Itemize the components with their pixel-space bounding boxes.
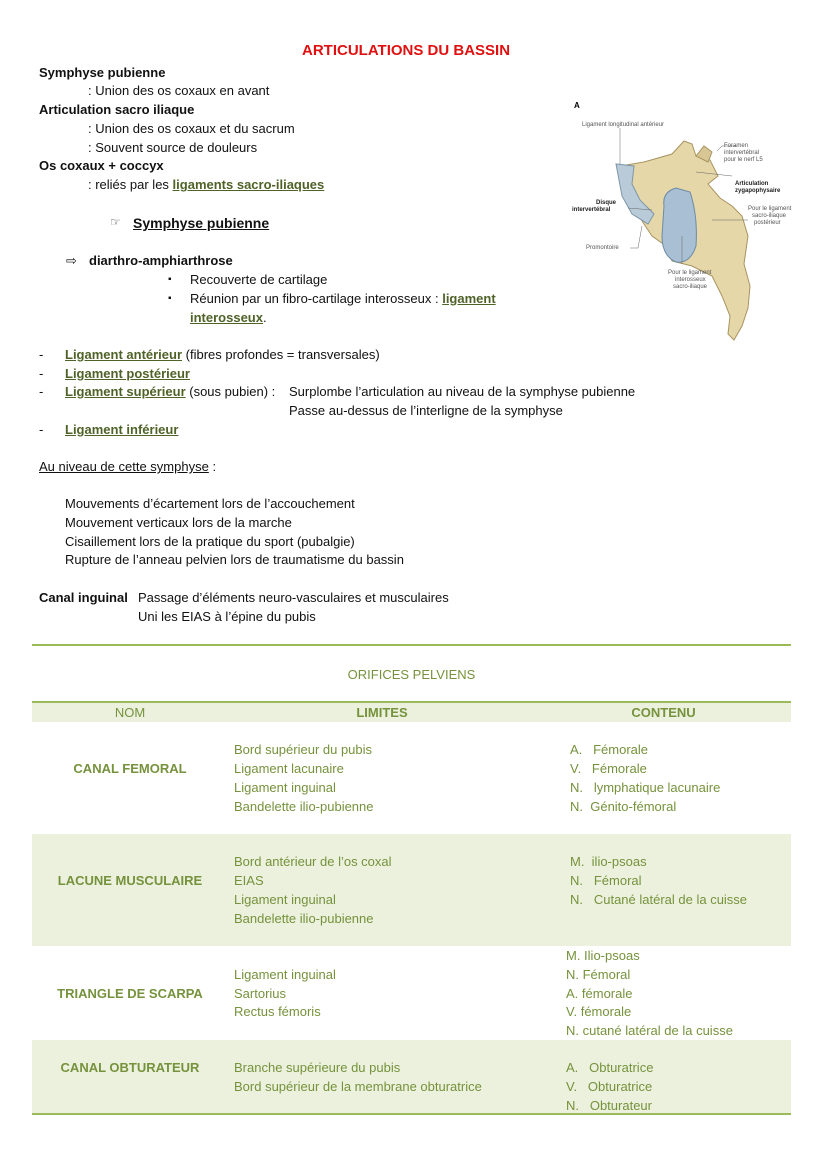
label-ligament-longitudinal: Ligament longitudinal antérieur [582, 122, 665, 128]
row-contenu: N. Cutané latéral de la cuisse [570, 892, 748, 907]
text: : [208, 459, 217, 474]
row-limite: Bandelette ilio-pubienne [234, 799, 374, 814]
canal-label: Canal inguinal [39, 590, 128, 605]
link-ligament[interactable]: ligament [442, 291, 496, 306]
row-limite: Branche supérieure du pubis [234, 1060, 401, 1075]
row-contenu: N. Fémoral [570, 873, 642, 888]
text: Passe au-dessus de l’interligne de la symphyse [289, 403, 563, 418]
text: : reliés par les [88, 177, 173, 192]
label-disque: Disque [596, 200, 617, 206]
label-ligament-posterieur: sacro-iliaque [752, 213, 787, 219]
movement-item: Mouvements d’écartement lors de l’accouchement [65, 496, 355, 511]
label-disque: intervertébral [572, 207, 611, 213]
text: . [262, 310, 267, 325]
text-line [88, 176, 324, 194]
row-limite: Bord antérieur de l’os coxal [234, 854, 392, 869]
bullet-text-cont [190, 309, 267, 327]
text: (fibres profondes = transversales) [182, 347, 380, 362]
link-ligament-anterieur[interactable]: Ligament antérieur [65, 347, 183, 362]
dash: - [39, 347, 44, 362]
table-bottom-rule [32, 1113, 791, 1115]
text: Réunion par un fibro-cartilage interosseux : [190, 291, 443, 306]
link-interosseux[interactable]: interosseux [190, 310, 263, 325]
label-foramen: Foramen [724, 143, 749, 149]
bullet-text: Recouverte de cartilage [190, 272, 328, 287]
text: : Union des os coxaux en avant [88, 83, 270, 98]
label-ligament-posterieur: Pour le ligament [748, 206, 792, 212]
row-contenu: A. fémorale [566, 986, 633, 1001]
row-contenu: V. Obturatrice [566, 1079, 653, 1094]
row-contenu: M. ilio-psoas [570, 854, 647, 869]
row-nom: CANAL FEMORAL [73, 761, 187, 776]
section-heading: Symphyse pubienne [133, 215, 270, 231]
text: Passage d’éléments neuro-vasculaires et musculaires [138, 590, 449, 605]
heading-coxaux: Os coxaux + coccyx [39, 158, 164, 173]
table-caption: ORIFICES PELVIENS [347, 667, 476, 682]
row-nom: TRIANGLE DE SCARPA [57, 986, 203, 1001]
link-ligament-inferieur[interactable]: Ligament inférieur [65, 422, 179, 437]
header-limites: LIMITES [356, 705, 408, 720]
text: (sous pubien) : [185, 384, 276, 399]
row-limite: Bord supérieur du pubis [234, 742, 373, 757]
row-limite: Ligament lacunaire [234, 761, 344, 776]
row-limite: Sartorius [234, 986, 287, 1001]
row-limite: Bandelette ilio-pubienne [234, 911, 374, 926]
row-contenu: N. Génito-fémoral [570, 799, 677, 814]
row-limite: Ligament inguinal [234, 780, 336, 795]
label-ligament-interosseux: sacro-iliaque [673, 284, 708, 290]
arrow-right-icon: ⇨ [66, 253, 77, 268]
row-contenu: A. Obturatrice [566, 1060, 654, 1075]
row-contenu: A. Fémorale [570, 742, 649, 757]
bullet-text [190, 290, 496, 308]
label-foramen: intervertébral [724, 150, 760, 156]
dash: - [39, 384, 44, 399]
text: Surplombe l’articulation au niveau de la symphyse pubienne [289, 384, 636, 399]
movement-item: Rupture de l’anneau pelvien lors de traumatisme du bassin [65, 552, 404, 567]
ligament-line [65, 383, 275, 401]
bullet-icon: ▪ [168, 293, 172, 304]
label-foramen: pour le nerf L5 [724, 157, 763, 163]
label-articulation: zygapophysaire [735, 188, 781, 194]
row-contenu: M. Ilio-psoas [566, 948, 640, 963]
movement-item: Mouvement verticaux lors de la marche [65, 515, 292, 530]
ligament-line [65, 346, 380, 364]
row-contenu: N. Obturateur [566, 1098, 652, 1113]
heading-symphyse: Symphyse pubienne [39, 65, 166, 80]
type-label: diarthro-amphiarthrose [89, 253, 233, 268]
text: : Souvent source de douleurs [88, 140, 258, 155]
movements-heading-line [39, 458, 216, 476]
row-contenu: V. fémorale [566, 1004, 632, 1019]
link-ligament-posterieur[interactable]: Ligament postérieur [65, 366, 190, 381]
dash: - [39, 366, 44, 381]
bullet-icon: ▪ [168, 274, 172, 285]
label-ligament-interosseux: interosseux [675, 277, 706, 283]
label-articulation: Articulation [735, 181, 769, 187]
sacrum-illustration [572, 96, 798, 346]
row-limite: EIAS [234, 873, 264, 888]
text: Uni les EIAS à l’épine du pubis [138, 609, 316, 624]
row-contenu: V. Fémorale [570, 761, 647, 776]
heading-sacro-iliaque: Articulation sacro iliaque [39, 102, 195, 117]
row-nom: LACUNE MUSCULAIRE [57, 873, 203, 888]
page-title: ARTICULATIONS DU BASSIN [302, 42, 511, 59]
row-limite: Rectus fémoris [234, 1004, 321, 1019]
figure-letter: A [574, 101, 580, 110]
row-contenu: N. Fémoral [566, 967, 631, 982]
link-ligaments-sacro-iliaques[interactable]: ligaments sacro-iliaques [172, 177, 325, 192]
label-promontoire: Promontoire [586, 245, 619, 251]
row-limite: Ligament inguinal [234, 892, 336, 907]
label-ligament-posterieur: postérieur [754, 220, 781, 226]
header-contenu: CONTENU [631, 705, 696, 720]
row-contenu: N. cutané latéral de la cuisse [566, 1023, 733, 1038]
row-nom: CANAL OBTURATEUR [60, 1060, 200, 1075]
row-limite: Bord supérieur de la membrane obturatrice [234, 1079, 482, 1094]
link-ligament-superieur[interactable]: Ligament supérieur [65, 384, 186, 399]
pointing-hand-icon: ☞ [110, 215, 121, 229]
movement-item: Cisaillement lors de la pratique du sport (pubalgie) [65, 534, 355, 549]
row-contenu: N. lymphatique lacunaire [570, 780, 721, 795]
row-limite: Ligament inguinal [234, 967, 336, 982]
movements-heading: Au niveau de cette symphyse [39, 459, 209, 474]
text: : Union des os coxaux et du sacrum [88, 121, 295, 136]
dash: - [39, 422, 44, 437]
label-ligament-interosseux: Pour le ligament [668, 270, 712, 276]
header-nom: NOM [114, 705, 146, 720]
table-top-rule [32, 644, 791, 646]
